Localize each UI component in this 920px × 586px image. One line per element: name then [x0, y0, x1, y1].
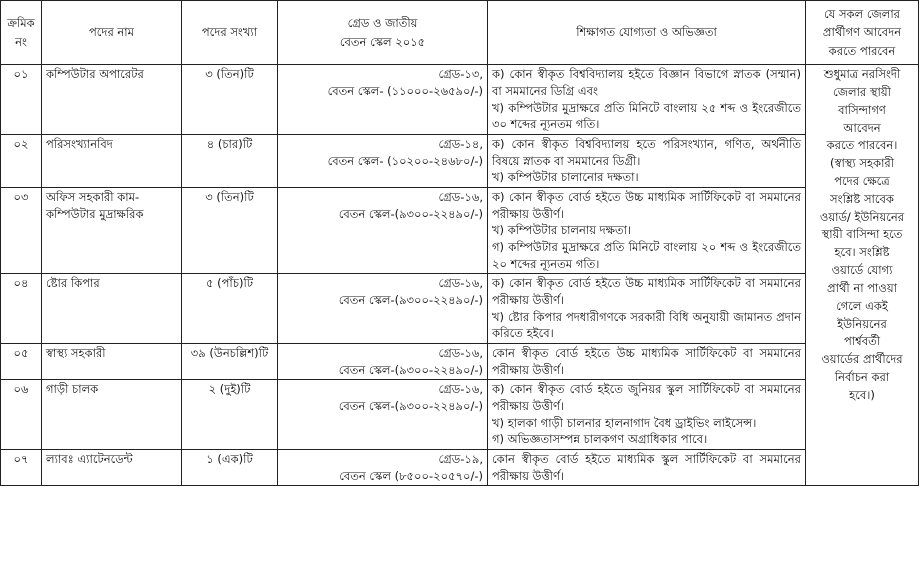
- grade-cell: [278, 134, 488, 187]
- pay-scale-label: বেতন স্কেল-(৯৩০০-২২৪৯০/-): [338, 362, 483, 377]
- qualification-item: খ) হালকা গাড়ী চালনার হালনাগাদ বৈধ ড্রাইভিং লাইসেন্স।: [492, 415, 757, 430]
- qualification-item: খ) কম্পিউটার মুদ্রাক্ষরে প্রতি মিনিটে বাংলায় ২৫ শব্দ ও ইংরেজীতে ৩০ শব্দের ন্যূনতম গতি।: [492, 100, 801, 132]
- post-name-cell: পরিসংখ্যানবিদ: [42, 134, 182, 187]
- qualification-cell: [488, 187, 806, 273]
- qualification-item: ক) কোন স্বীকৃত বিশ্ববিদ্যালয় হতে পরিসংখ্যান, গণিত, অর্থনীতি বিষয়ে স্নাতক বা সমমানের ডিগ্রী।: [492, 136, 801, 168]
- qualification-cell: [488, 274, 806, 344]
- qualification-item: কোন স্বীকৃত বোর্ড হইতে উচ্চ মাধ্যমিক সার্টিফিকেট বা সমমানের পরীক্ষায় উত্তীর্ণ।: [492, 345, 801, 377]
- qualification-item: গ) অভিজ্ঞতাসম্পন্ন চালকগণ অগ্রাধিকার পাবে।: [492, 432, 708, 447]
- grade-label: গ্রেড-১৩,: [438, 67, 483, 82]
- header-post-count: পদের সংখ্যা: [182, 1, 278, 65]
- pay-scale-label: বেতন স্কেল-(৯৩০০-২২৪৯০/-): [338, 206, 483, 221]
- table-row: [1, 187, 919, 273]
- qualification-item: গ) কম্পিউটার মুদ্রাক্ষরে প্রতি মিনিটে বাংলায় ২০ শব্দ ও ইংরেজীতে ২০ শব্দের ন্যূনতম গতি।: [492, 239, 801, 271]
- qualification-cell: [488, 134, 806, 187]
- table-row: [1, 274, 919, 344]
- table-row: [1, 134, 919, 187]
- qualification-cell: [488, 343, 806, 379]
- qualification-item: খ) কম্পিউটার চালনায় দক্ষতা।: [492, 223, 632, 238]
- post-count-cell: ৫ (পাঁচ)টি: [182, 274, 278, 344]
- post-count-cell: ৩ (তিন)টি: [182, 65, 278, 135]
- qualification-item: খ) কম্পিউটার চালানোর দক্ষতা।: [492, 170, 639, 185]
- post-count-cell: ৪ (চার)টি: [182, 134, 278, 187]
- qualification-item: ক) কোন স্বীকৃত বিশ্ববিদ্যালয় হইতে বিজ্ঞান বিভাগে স্নাতক (সম্মান) বা সমমানের ডিগ্রি এবং: [492, 67, 801, 98]
- pay-scale-label: বেতন স্কেল-(৯৩০০-২২৪৯০/-): [338, 398, 483, 413]
- serial-cell: ০২: [1, 134, 42, 187]
- post-name-cell: ষ্টোর কিপার: [42, 274, 182, 344]
- district-eligibility-cell: শুধুমাত্র নরসিংদী জেলার স্থায়ী বাসিন্দাগণ আবেদন করতে পারবেন। (স্বাস্থ্য সহকারী পদের ক্ষেত্রে সংশ্লিষ্ট সাবেক ওয়ার্ড/ ইউনিয়নের স্থায়ী বাসিন্দা হতে হবে। সংশ্লিষ্ট ওয়ার্ডে যোগ্য প্রার্থী না পাওয়া গেলে একই ইউনিয়নের পার্শ্ববর্তী ওয়ার্ডের প্রার্থীদের নির্বাচন করা হবে।): [806, 65, 919, 486]
- grade-label: গ্রেড-১৬,: [438, 276, 483, 291]
- pay-scale-label: বেতন স্কেল (৮৫০০-২০৫৭০/-): [339, 468, 483, 483]
- qualification-item: ক) কোন স্বীকৃত বোর্ড হইতে উচ্চ মাধ্যমিক সার্টিফিকেট বা সমমানের পরীক্ষায় উত্তীর্ণ।: [492, 189, 801, 221]
- qualification-cell: [488, 65, 806, 135]
- pay-scale-label: বেতন স্কেল-(৯৩০০-২২৪৯০/-): [338, 292, 483, 307]
- grade-label: গ্রেড-১৬,: [438, 189, 483, 204]
- post-name-cell: কম্পিউটার অপারেটর: [42, 65, 182, 135]
- grade-cell: [278, 274, 488, 344]
- serial-cell: ০৩: [1, 187, 42, 273]
- qualification-item: কোন স্বীকৃত বোর্ড হইতে মাধ্যমিক স্কুল সার্টিফিকেট বা সমমানের পরীক্ষায় উত্তীর্ণ।: [492, 451, 801, 483]
- pay-scale-label: বেতন স্কেল- (১১০০০-২৬৫৯০/-): [327, 83, 483, 98]
- table-body: [1, 65, 919, 486]
- post-count-cell: ৩৯ (উনচল্লিশ)টি: [182, 343, 278, 379]
- grade-cell: [278, 449, 488, 485]
- post-name-cell: স্বাস্থ্য সহকারী: [42, 343, 182, 379]
- table-row: [1, 449, 919, 485]
- serial-cell: ০৭: [1, 449, 42, 485]
- grade-cell: [278, 343, 488, 379]
- grade-label: গ্রেড-১৯,: [438, 451, 483, 466]
- grade-cell: [278, 65, 488, 135]
- grade-label: গ্রেড-১৬,: [438, 382, 483, 397]
- table-row: [1, 65, 919, 135]
- qualification-cell: [488, 449, 806, 485]
- header-grade: গ্রেড ও জাতীয় বেতন স্কেল ২০১৫: [278, 1, 488, 65]
- grade-label: গ্রেড-১৬,: [438, 345, 483, 360]
- grade-label: গ্রেড-১৪,: [438, 136, 483, 151]
- qualification-cell: [488, 380, 806, 450]
- table-row: [1, 343, 919, 379]
- grade-cell: [278, 187, 488, 273]
- serial-cell: ০১: [1, 65, 42, 135]
- grade-cell: [278, 380, 488, 450]
- serial-cell: ০৪: [1, 274, 42, 344]
- post-name-cell: অফিস সহকারী কাম-কম্পিউটার মুদ্রাক্ষরিক: [42, 187, 182, 273]
- table-row: [1, 380, 919, 450]
- header-district: যে সকল জেলার প্রার্থীগণ আবেদন করতে পারবেন: [806, 1, 919, 65]
- serial-cell: ০৬: [1, 380, 42, 450]
- post-name-cell: গাড়ী চালক: [42, 380, 182, 450]
- header-post-name: পদের নাম: [42, 1, 182, 65]
- post-count-cell: ২ (দুই)টি: [182, 380, 278, 450]
- post-count-cell: ৩ (তিন)টি: [182, 187, 278, 273]
- pay-scale-label: বেতন স্কেল- (১০২০০-২৪৬৮০/-): [327, 153, 483, 168]
- qualification-item: ক) কোন স্বীকৃত বোর্ড হইতে উচ্চ মাধ্যমিক সার্টিফিকেট বা সমমানের পরীক্ষায় উত্তীর্ণ।: [492, 276, 801, 307]
- qualification-item: খ) ষ্টোর কিপার পদধারীগণকে সরকারী বিধি অনুযায়ী জামানত প্রদান করিতে হইবে।: [492, 309, 801, 341]
- table-header-row: [1, 1, 919, 65]
- serial-cell: ০৫: [1, 343, 42, 379]
- qualification-item: ক) কোন স্বীকৃত বোর্ড হইতে জুনিয়র স্কুল সার্টিফিকেট বা সমমানের পরীক্ষায় উত্তীর্ণ।: [492, 382, 801, 413]
- post-name-cell: ল্যাবঃ এ্যাটেনডেন্ট: [42, 449, 182, 485]
- header-qualification: শিক্ষাগত যোগ্যতা ও অভিজ্ঞতা: [488, 1, 806, 65]
- post-count-cell: ১ (এক)টি: [182, 449, 278, 485]
- header-serial: ক্রমিক নং: [1, 1, 42, 65]
